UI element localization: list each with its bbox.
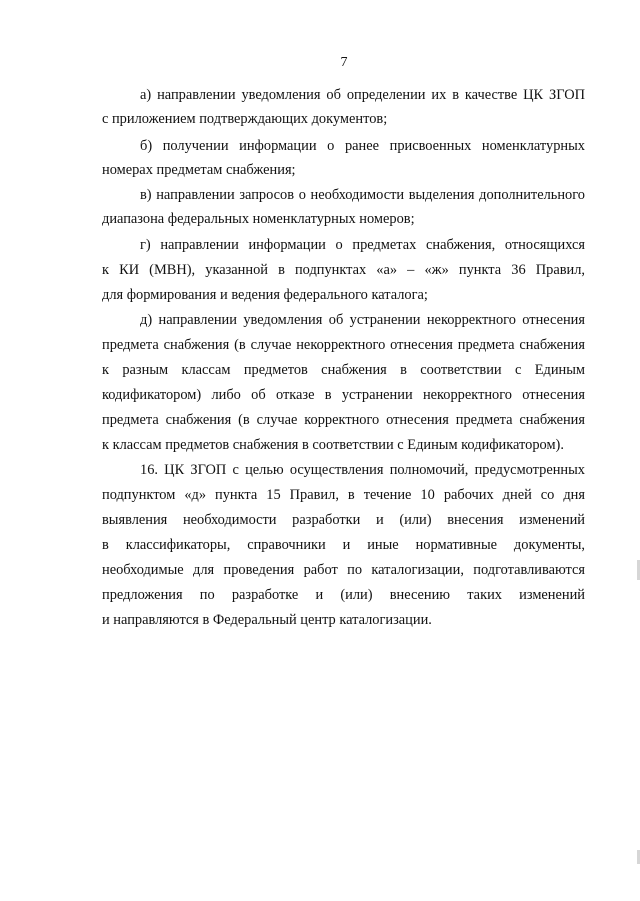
text-line: в) направлении запросов о необходимости выделения дополнительного: [140, 187, 585, 203]
text-line: предложения по разработке и (или) внесению таких изменений: [102, 587, 585, 603]
text-line: д) направлении уведомления об устранении некорректного отнесения: [140, 312, 585, 328]
text-line: с приложением подтверждающих документов;: [102, 111, 388, 127]
text-line: а) направлении уведомления об определении их в качестве ЦК ЗГОП: [140, 87, 585, 103]
text-line: диапазона федеральных номенклатурных номеров;: [102, 211, 415, 227]
text-line: б) получении информации о ранее присвоенных номенклатурных: [140, 138, 585, 154]
text-line: предмета снабжения (в случае корректного отнесения предмета снабжения: [102, 412, 585, 428]
text-line: необходимые для проведения работ по каталогизации, подготавливаются: [102, 562, 585, 578]
text-line: г) направлении информации о предметах снабжения, относящихся: [140, 237, 585, 253]
text-line: подпунктом «д» пункта 15 Правил, в течение 10 рабочих дней со дня: [102, 487, 585, 503]
text-line: и направляются в Федеральный центр каталогизации.: [102, 612, 432, 628]
text-line: в классификаторы, справочники и иные нормативные документы,: [102, 537, 585, 553]
text-line: к КИ (МВН), указанной в подпунктах «а» – «ж» пункта 36 Правил,: [102, 262, 585, 278]
text-line: предмета снабжения (в случае некорректного отнесения предмета снабжения: [102, 337, 585, 353]
text-line: к разным классам предметов снабжения в соответствии с Единым: [102, 362, 585, 378]
text-line: кодификатором) либо об отказе в устранении некорректного отнесения: [102, 387, 585, 403]
text-line: 16. ЦК ЗГОП с целью осуществления полномочий, предусмотренных: [140, 462, 585, 478]
text-line: номерах предметам снабжения;: [102, 162, 296, 178]
text-line: для формирования и ведения федерального каталога;: [102, 287, 428, 303]
text-line: выявления необходимости разработки и (или) внесения изменений: [102, 512, 585, 528]
page-number: 7: [340, 55, 348, 70]
text-line: к классам предметов снабжения в соответствии с Единым кодификатором).: [102, 437, 564, 453]
